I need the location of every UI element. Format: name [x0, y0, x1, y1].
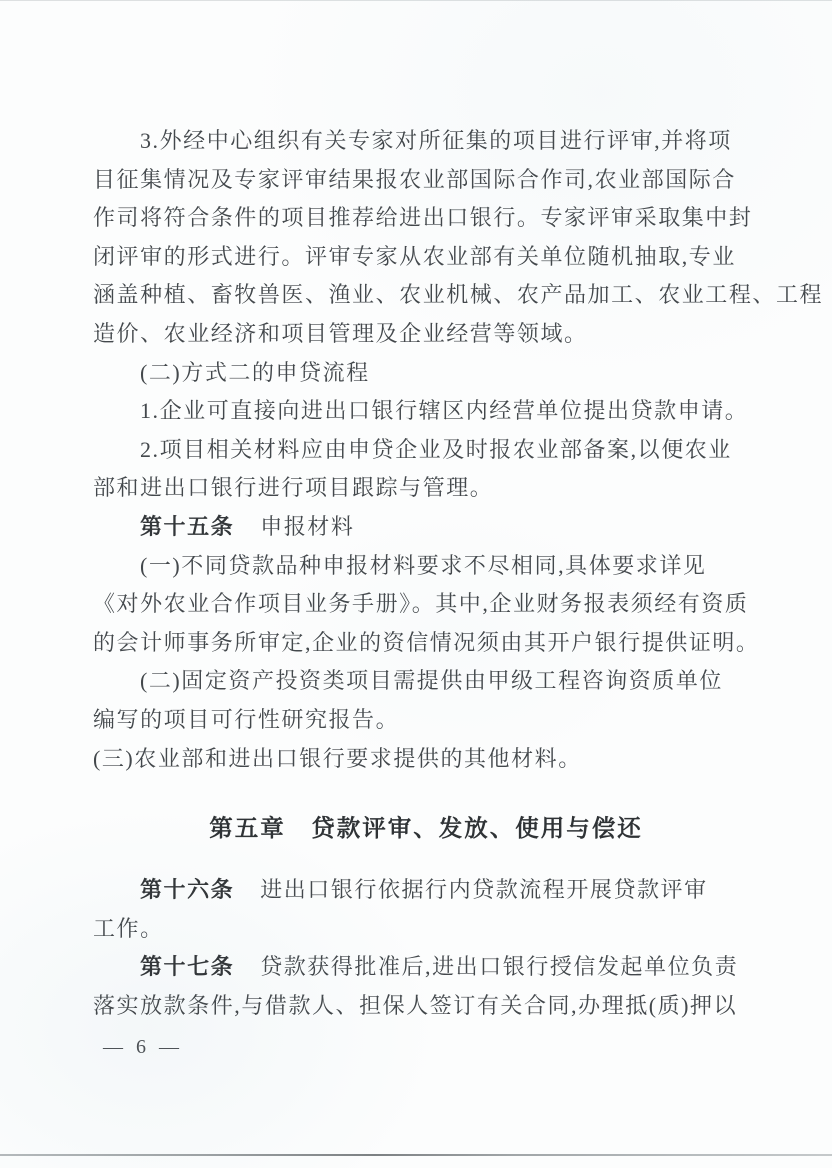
article-text: 贷款获得批准后,进出口银行授信发起单位负责 [260, 954, 739, 980]
doc-line-article [93, 948, 759, 987]
doc-line-article [93, 508, 759, 547]
doc-line: 编写的项目可行性研究报告。 [93, 706, 400, 732]
doc-line: 作司将符合条件的项目推荐给进出口银行。专家评审采取集中封 [93, 205, 753, 231]
doc-line: (三)农业部和进出口银行要求提供的其他材料。 [93, 745, 582, 771]
scan-edge-top [0, 0, 832, 1]
doc-line: 工作。 [93, 915, 164, 941]
doc-line: (二)固定资产投资类项目需提供由甲级工程咨询资质单位 [140, 668, 723, 694]
doc-line-article [93, 871, 759, 910]
doc-line: 《对外农业合作项目业务手册》。其中,企业财务报表须经有资质 [93, 591, 749, 617]
doc-line: 涵盖种植、畜牧兽医、渔业、农业机械、农产品加工、农业工程、工程 [93, 282, 824, 308]
doc-line: (一)不同贷款品种申报材料要求不尽相同,具体要求详见 [140, 552, 707, 578]
doc-line: (二)方式二的申贷流程 [140, 359, 370, 385]
doc-line: 落实放款条件,与借款人、担保人签订有关合同,办理抵(质)押以 [93, 992, 738, 1018]
chapter-heading: 第五章 贷款评审、发放、使用与偿还 [209, 815, 643, 842]
article-number: 第十六条 [140, 877, 235, 903]
doc-line: 部和进出口银行进行项目跟踪与管理。 [93, 475, 494, 501]
doc-line: 3.外经中心组织有关专家对所征集的项目进行评审,并将项 [140, 128, 732, 153]
doc-line: 目征集情况及专家评审结果报农业部国际合作司,农业部国际合 [93, 166, 736, 192]
doc-line: 2.项目相关材料应由申贷企业及时报农业部备案,以便农业 [140, 436, 732, 462]
article-text: 进出口银行依据行内贷款流程开展贷款评审 [260, 877, 708, 903]
doc-line: 闭评审的形式进行。评审专家从农业部有关单位随机抽取,专业 [93, 243, 736, 269]
article-number: 第十七条 [140, 954, 235, 980]
doc-line: 的会计师事务所审定,企业的资信情况须由其开户银行提供证明。 [93, 629, 760, 655]
page-number: — 6 — [103, 1036, 183, 1058]
article-number: 第十五条 [140, 513, 235, 539]
doc-line: 造价、农业经济和项目管理及企业经营等领域。 [93, 320, 588, 346]
document-body [93, 122, 824, 1025]
scan-edge-bottom [0, 1154, 832, 1156]
doc-line: 1.企业可直接向进出口银行辖区内经营单位提出贷款申请。 [140, 398, 749, 424]
article-title: 申报材料 [260, 513, 355, 539]
